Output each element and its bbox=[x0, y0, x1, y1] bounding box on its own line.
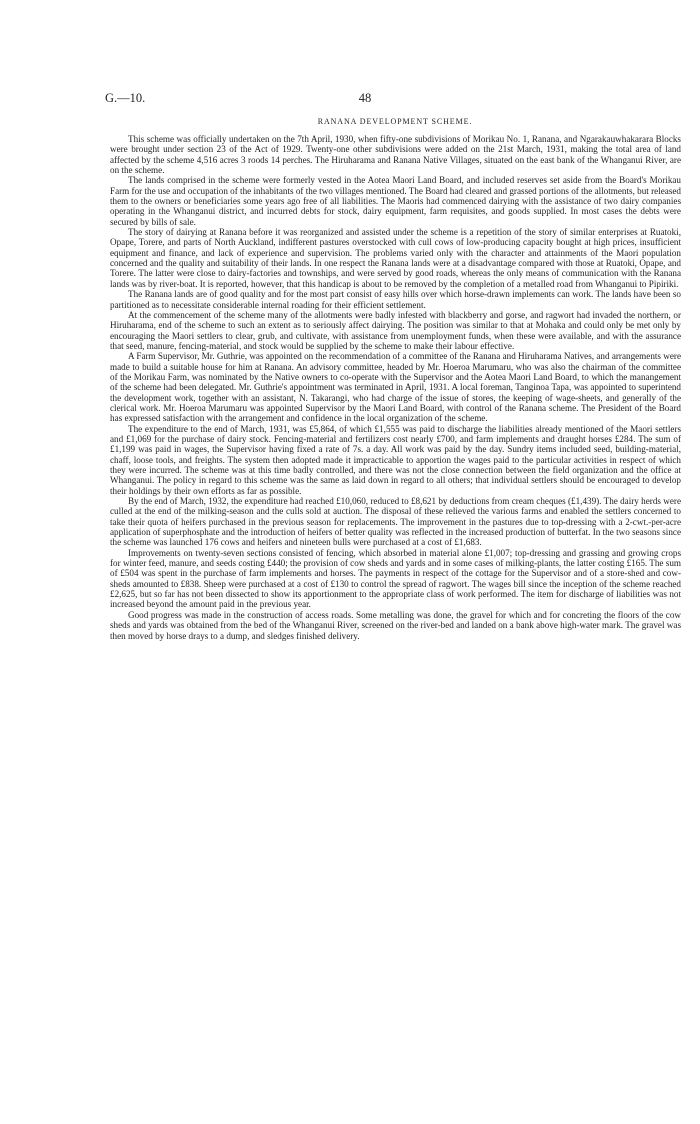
paragraph: The story of dairying at Ranana before it was reorganized and assisted under the scheme is a repetition of the story of similar enterprises at Ruatoki, Opape, Torere, and parts of North Auckland, indifferent pastures overstocked with cull cows of low-producing capacity bought at high prices, insufficient equipment and finance, and lack of experience and supervision. The problems varied only with the character and attainments of the Maori population concerned and the quality and suitability of their lands. In one respect the Ranana lands were at a disadvantage compared with those at Ruatoki, Opape, and Torere. The latter were close to dairy-factories and townships, and were served by good roads, whereas the only means of communication with the Ranana lands was by river-boat. It is reported, however, that this handicap is about to be removed by the completion of a metalled road from Whanganui to Pipiriki. bbox=[110, 227, 681, 289]
paragraph: This scheme was officially undertaken on the 7th April, 1930, when fifty-one subdivisions of Morikau No. 1, Ranana, and Ngarakauwhakarara Blocks were brought under section 23 of the Act of 1929. Twenty-one other subdivisions were added on the 21st March, 1931, making the total area of land affected by the scheme 4,516 acres 3 roods 14 perches. The Hiruharama and Ranana Native Villages, situated on the east bank of the Whanganui River, are on the scheme. bbox=[110, 134, 681, 176]
paragraph: The Ranana lands are of good quality and for the most part consist of easy hills over which horse-drawn implements can work. The lands have been so partitioned as to necessitate considerable internal roading for their efficient settlement. bbox=[110, 289, 681, 310]
document-code: G.—10. bbox=[105, 91, 146, 105]
paragraph: The lands comprised in the scheme were formerly vested in the Aotea Maori Land Board, and included reserves set aside from the Board's Morikau Farm for the use and occupation of the inhabitants of the two villages mentioned. The Board had cleared and grassed portions of the allotments, but released them to the owners or beneficiaries some years ago free of all liabilities. The Maoris had commenced dairying with the assistance of two dairy companies operating in the Whanganui district, and incurred debts for stock, dairy equipment, farm requisites, and goods supplied. In most cases the debts were secured by bills of sale. bbox=[110, 175, 681, 227]
document-body bbox=[110, 134, 681, 641]
section-title: RANANA DEVELOPMENT SCHEME. bbox=[317, 117, 473, 126]
page-header bbox=[105, 91, 625, 107]
paragraph: Improvements on twenty-seven sections consisted of fencing, which absorbed in material alone £1,007; top-dressing and grassing and growing crops for winter feed, manure, and seeds costing £440; the provision of cow sheds and yards and in some cases of milking-plants, the latter costing £165. The sum of £504 was spent in the purchase of farm implements and horses. The payments in respect of the cottage for the Supervisor and of a store-shed and cow-sheds amounted to £838. Sheep were purchased at a cost of £130 to control the spread of ragwort. The wages bill since the inception of the scheme reached £2,625, but so far has not been dissected to show its apportionment to the appropriate class of work performed. The item for discharge of liabilities was not increased beyond the amount paid in the previous year. bbox=[110, 547, 681, 610]
page-number: 48 bbox=[358, 91, 372, 105]
paragraph: By the end of March, 1932, the expenditure had reached £10,060, reduced to £8,621 by deductions from cream cheques (£1,439). The dairy herds were culled at the end of the milking-season and the culls sold at auction. The disposal of these relieved the various farms and enabled the settlers concerned to take their quota of heifers purchased in the previous season for replacements. The improvement in the pastures due to top-dressing with a 2-cwt.-per-acre application of superphosphate and the introduction of heifers of better quality was reflected in the increased production of butterfat. In the two seasons since the scheme was launched 176 cows and heifers and nineteen bulls were purchased at a cost of £1,683. bbox=[110, 496, 681, 548]
paragraph: The expenditure to the end of March, 1931, was £5,864, of which £1,555 was paid to discharge the liabilities already mentioned of the Maori settlers and £1,069 for the purchase of dairy stock. Fencing-material and fertilizers cost nearly £700, and farm implements and draught horses £284. The sum of £1,199 was paid in wages, the Supervisor having fixed a rate of 7s. a day. All work was paid by the day. Sundry items included seed, building-material, chaff, loose tools, and freights. The system then adopted made it impracticable to apportion the wages paid to the particular activities in respect of which they were incurred. The scheme was at this time badly controlled, and there was not the close connection between the field organization and the office at Whanganui. The policy in regard to this scheme was the same as laid down in regard to all others; that individual settlers should be encouraged to develop their holdings by their own efforts as far as possible. bbox=[110, 423, 681, 496]
paragraph: A Farm Supervisor, Mr. Guthrie, was appointed on the recommendation of a committee of the Ranana and Hiruharama Natives, and arrangements were made to build a suitable house for him at Ranana. An advisory committee, headed by Mr. Hoeroa Marumaru, who was also the chairman of the committee of the Morikau Farm, was nominated by the Native owners to co-operate with the Supervisor and the Aotea Maori Land Board, to which the manangement of the scheme had been delegated. Mr. Guthrie's appointment was terminated in April, 1931. A local foreman, Tanginoa Tapa, was appointed to superintend the development work, together with an assistant, N. Takarangi, who had charge of the issue of stores, the keeping of wage-sheets, and generally of the clerical work. Mr. Hoeroa Marumaru was appointed Supervisor by the Maori Land Board, with control of the Ranana scheme. The President of the Board has expressed satisfaction with the arrangement and confidence in the local organization of the scheme. bbox=[110, 351, 681, 424]
paragraph: Good progress was made in the construction of access roads. Some metalling was done, the gravel for which and for concreting the floors of the cow sheds and yards was obtained from the bed of the Whanganui River, screened on the river-bed and landed on a bank above high-water mark. The gravel was then moved by horse drays to a dump, and sledges finished delivery. bbox=[110, 609, 681, 641]
paragraph: At the commencement of the scheme many of the allotments were badly infested with blackberry and gorse, and ragwort had invaded the northern, or Hiruharama, end of the scheme to such an extent as to seriously affect dairying. The position was similar to that at Mohaka and could only be met only by encouraging the Maori settlers to clear, grub, and cultivate, with assistance from unemployment funds, when these were available, and with the assurance that seed, manure, fencing-material, and stock would be supplied by the scheme to make their labour effective. bbox=[110, 309, 681, 351]
